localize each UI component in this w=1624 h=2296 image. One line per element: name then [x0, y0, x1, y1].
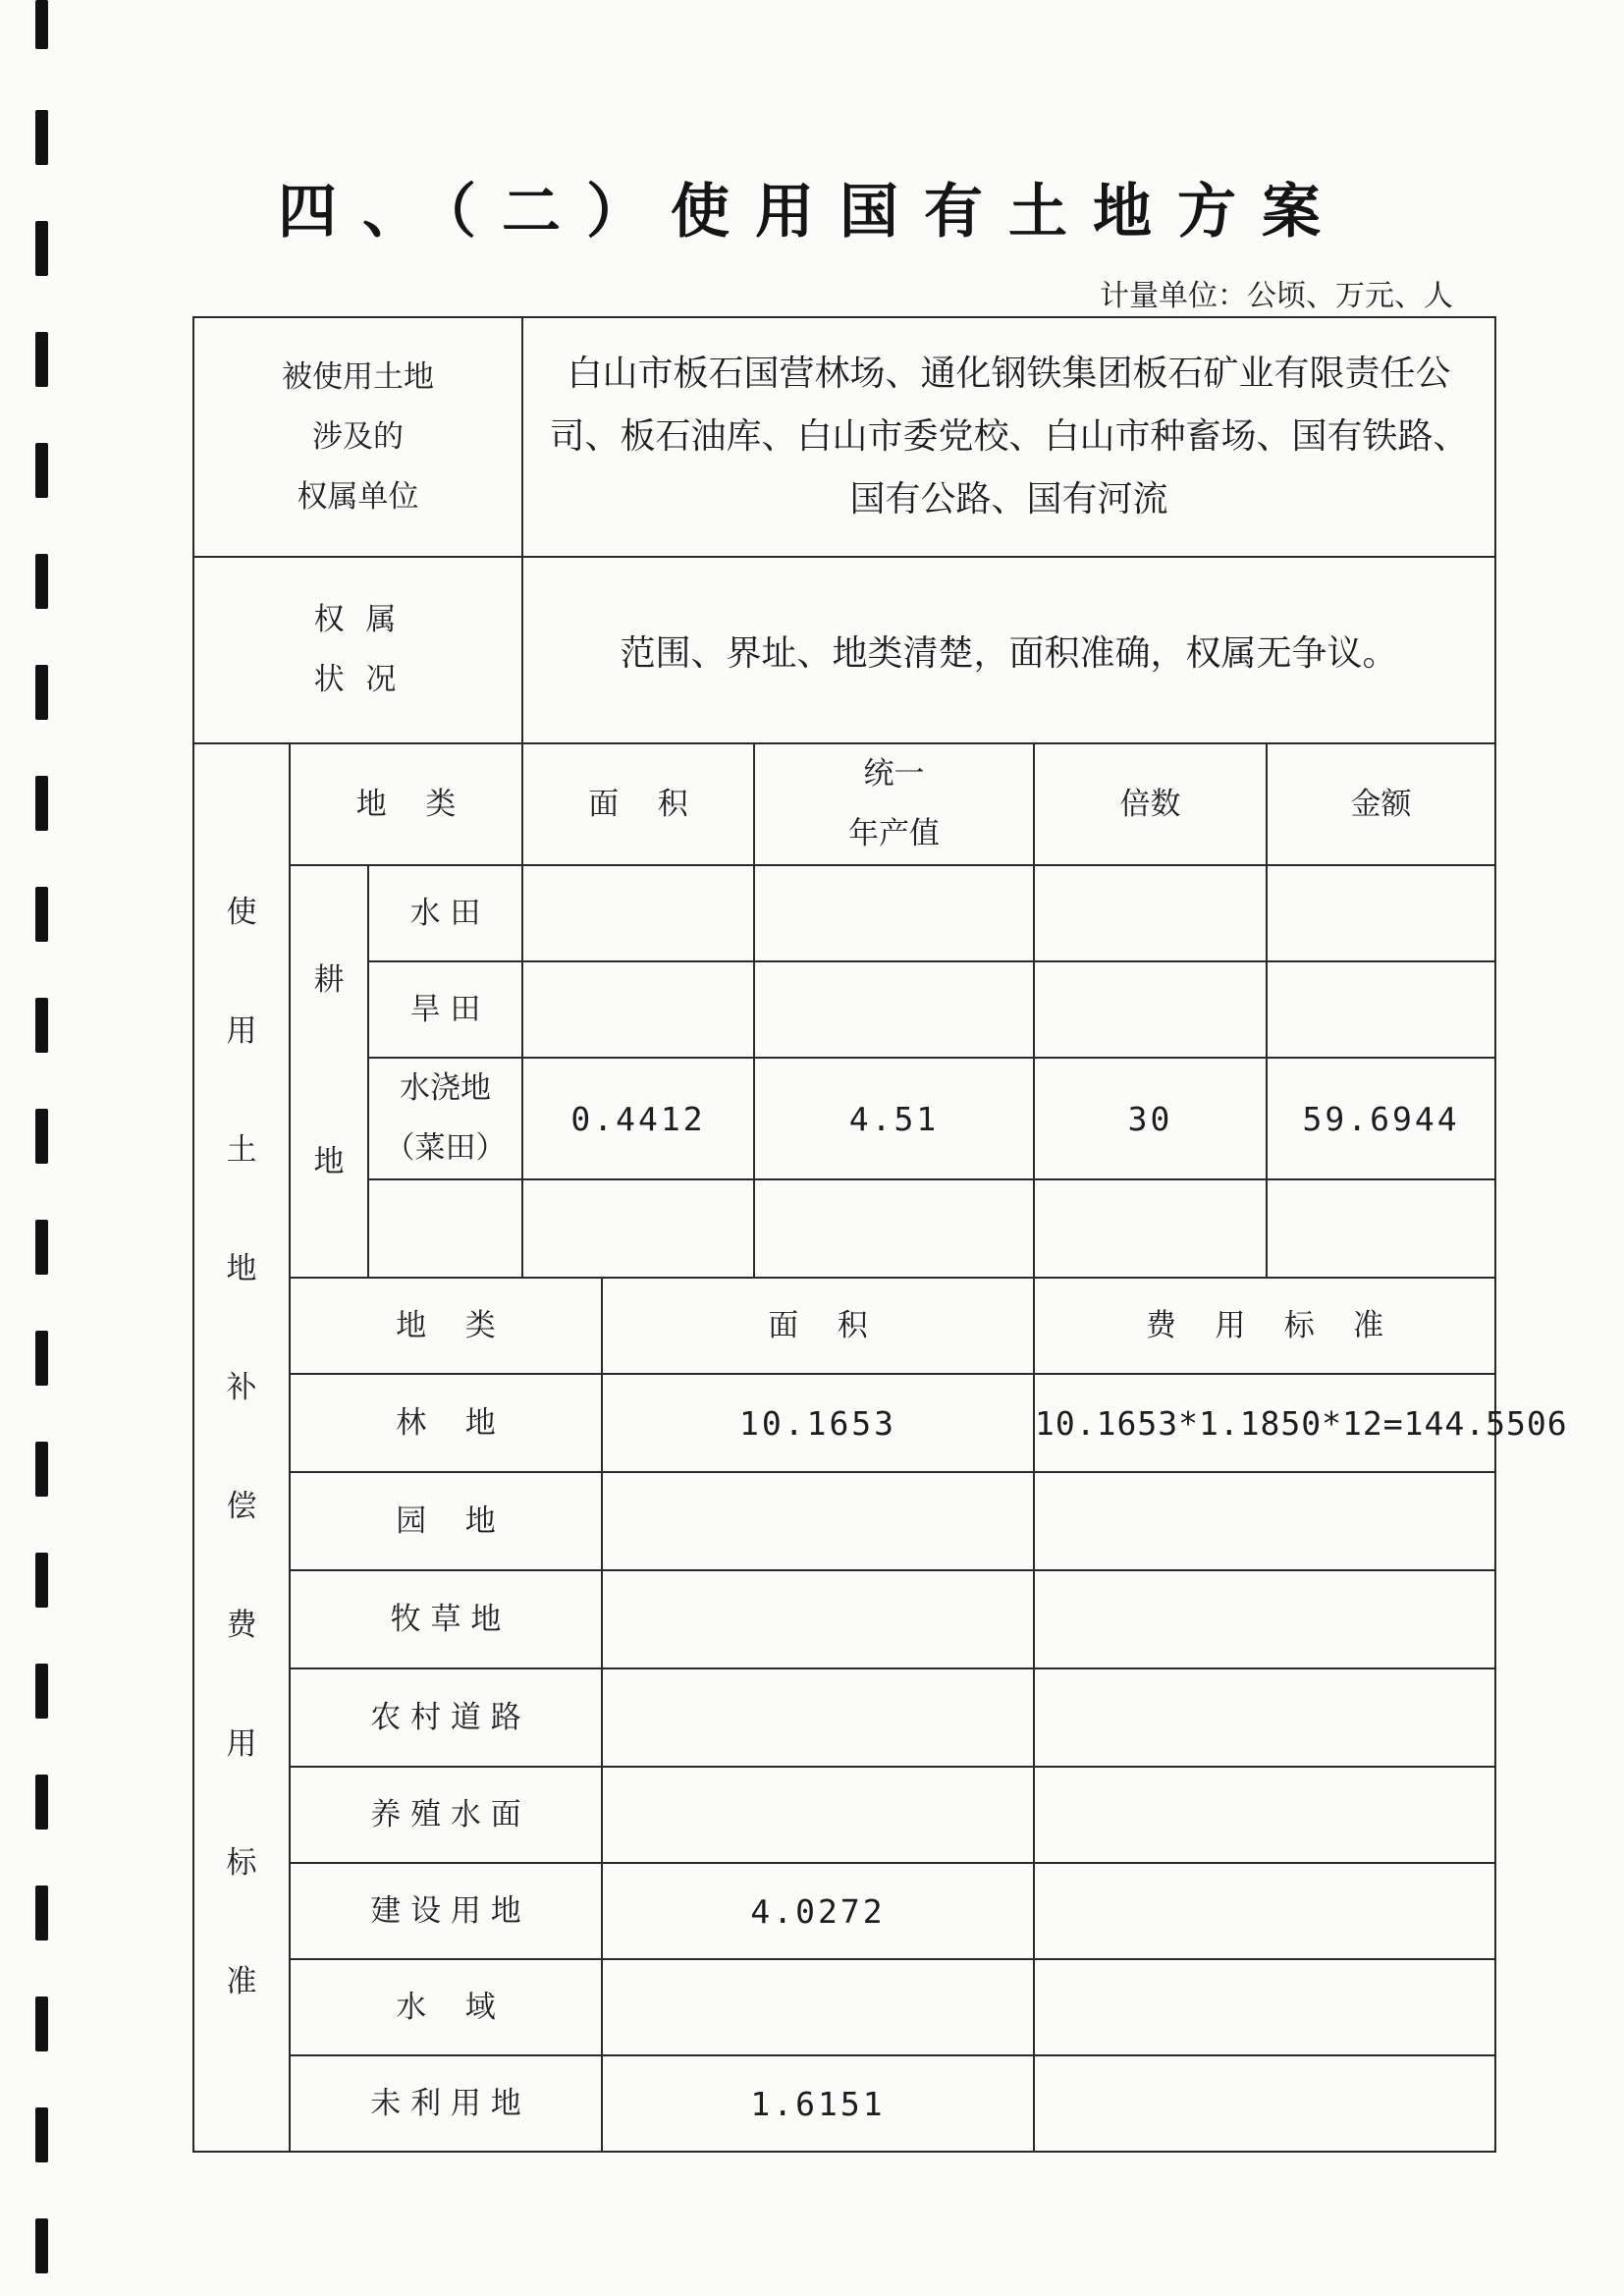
other-land-type: 园 地 [290, 1472, 602, 1570]
other-land-row [193, 1959, 1495, 2055]
binding-holes [35, 0, 49, 2296]
other-land-area [602, 1472, 1034, 1570]
arable-row [193, 1179, 1495, 1278]
arable-amount: 59.6944 [1267, 1058, 1495, 1179]
other-land-row [193, 1767, 1495, 1863]
other-land-area [602, 1767, 1034, 1863]
other-land-standard: 10.1653*1.1850*12=144.5506 [1034, 1374, 1495, 1472]
other-land-standard [1034, 1668, 1495, 1767]
other-land-row [193, 1570, 1495, 1668]
other-land-row [193, 2055, 1495, 2152]
unit-note: 计量单位：公顷、万元、人 [1100, 279, 1453, 313]
other-land-area: 10.1653 [602, 1374, 1034, 1472]
arable-header-area: 面 积 [522, 743, 754, 865]
arable-area [522, 1179, 754, 1278]
other-land-type: 牧 草 地 [290, 1570, 602, 1668]
other-land-row [193, 1472, 1495, 1570]
other-land-area: 4.0272 [602, 1863, 1034, 1959]
ownership-units-row [193, 317, 1495, 557]
other-land-area [602, 1668, 1034, 1767]
arable-header-land-type: 地 类 [290, 743, 522, 865]
arable-row [193, 1058, 1495, 1179]
other-land-row [193, 1374, 1495, 1472]
arable-area: 0.4412 [522, 1058, 754, 1179]
arable-multiple: 30 [1034, 1058, 1267, 1179]
arable-header-output-value: 统一 年产值 [754, 743, 1034, 865]
other-land-area: 1.6151 [602, 2055, 1034, 2152]
arable-row [193, 961, 1495, 1058]
land-use-plan-table [192, 316, 1568, 2153]
other-land-row [193, 1668, 1495, 1767]
arable-type-dry-field: 旱 田 [368, 961, 522, 1058]
other-land-type: 建 设 用 地 [290, 1863, 602, 1959]
arable-multiple [1034, 1179, 1267, 1278]
arable-type-paddy: 水 田 [368, 865, 522, 961]
other-land-type: 未 利 用 地 [290, 2055, 602, 2152]
other-land-type: 林 地 [290, 1374, 602, 1472]
arable-output: 4.51 [754, 1058, 1034, 1179]
arable-amount [1267, 865, 1495, 961]
ownership-status-row [193, 557, 1495, 743]
arable-area [522, 865, 754, 961]
arable-amount [1267, 1179, 1495, 1278]
other-land-area [602, 1570, 1034, 1668]
arable-header-multiple: 倍数 [1034, 743, 1267, 865]
arable-amount [1267, 961, 1495, 1058]
arable-output [754, 865, 1034, 961]
other-land-standard [1034, 1863, 1495, 1959]
other-land-standard [1034, 2055, 1495, 2152]
other-land-standard [1034, 1472, 1495, 1570]
arable-output [754, 961, 1034, 1058]
compensation-standard-label: 使 用 土 地 补 偿 费 用 标 准 [193, 743, 290, 2152]
other-header-area: 面 积 [602, 1278, 1034, 1374]
arable-row [193, 865, 1495, 961]
ownership-units-value: 白山市板石国营林场、通化钢铁集团板石矿业有限责任公 司、板石油库、白山市委党校、白山市种畜场、国有铁路、 国有公路、国有河流 [522, 317, 1495, 557]
other-land-standard [1034, 1570, 1495, 1668]
page-title: 四、（二）使用国有土地方案 [278, 178, 1346, 246]
other-land-standard [1034, 1959, 1495, 2055]
other-header-land-type: 地 类 [290, 1278, 602, 1374]
ownership-status-value: 范围、界址、地类清楚，面积准确，权属无争议。 [522, 557, 1495, 743]
arable-output [754, 1179, 1034, 1278]
arable-header-row [193, 743, 1495, 865]
ownership-status-label: 权 属 状 况 [193, 557, 522, 743]
other-land-header-row [193, 1278, 1495, 1374]
arable-group-label: 耕 地 [290, 865, 368, 1278]
other-land-standard [1034, 1767, 1495, 1863]
other-land-type: 农 村 道 路 [290, 1668, 602, 1767]
other-land-type: 水 域 [290, 1959, 602, 2055]
other-land-type: 养 殖 水 面 [290, 1767, 602, 1863]
arable-type-blank [368, 1179, 522, 1278]
arable-area [522, 961, 754, 1058]
other-header-standard: 费 用 标 准 [1034, 1278, 1495, 1374]
arable-type-irrigated: 水浇地 （菜田） [368, 1058, 522, 1179]
other-land-row [193, 1863, 1495, 1959]
arable-multiple [1034, 865, 1267, 961]
arable-multiple [1034, 961, 1267, 1058]
other-land-area [602, 1959, 1034, 2055]
ownership-units-label: 被使用土地 涉及的 权属单位 [193, 317, 522, 557]
arable-header-amount: 金额 [1267, 743, 1495, 865]
